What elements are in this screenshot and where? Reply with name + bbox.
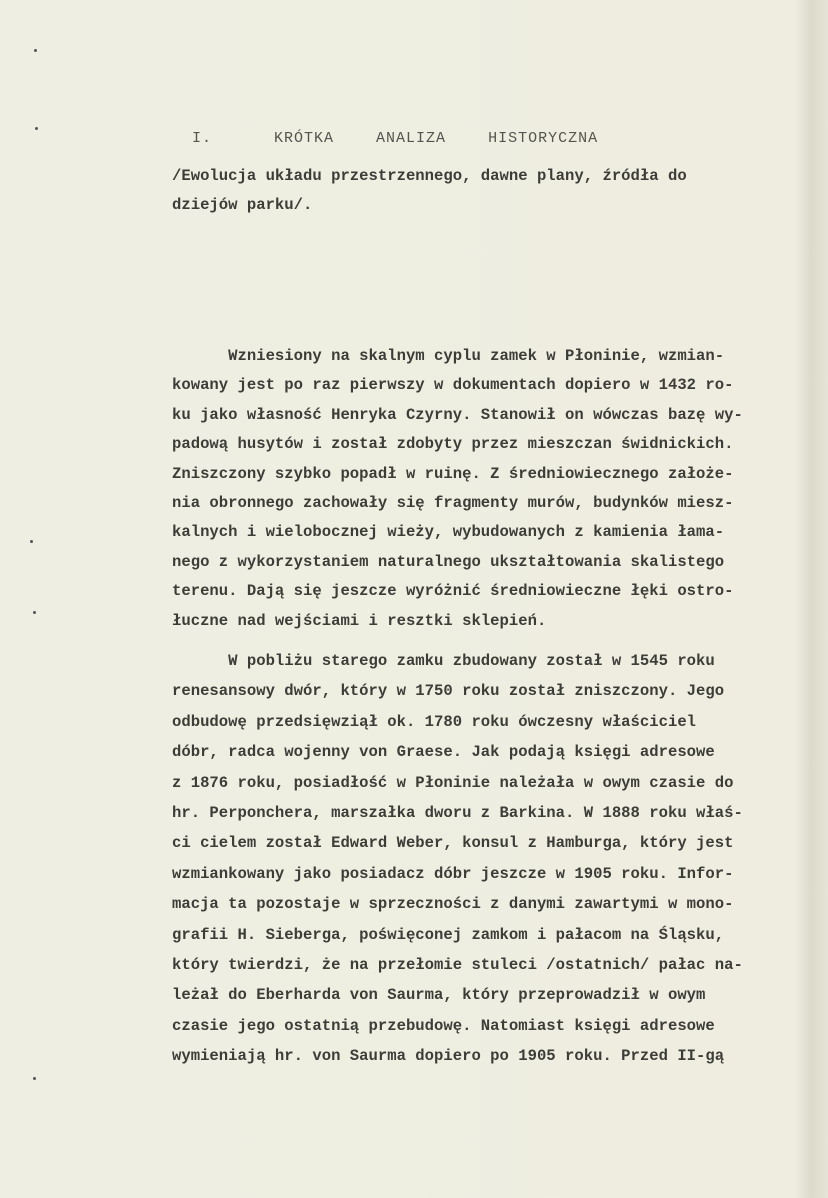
text-line: /Ewolucja układu przestrzennego, dawne plany, źródła do <box>172 167 687 185</box>
text-line: wzmiankowany jako posiadacz dóbr jeszcze w 1905 roku. Infor- <box>172 864 734 883</box>
paragraph-2 <box>172 646 743 1071</box>
heading-word: ANALIZA <box>376 130 447 147</box>
text-line: ci cielem został Edward Weber, konsul z Hamburga, który jest <box>172 834 734 853</box>
text-line: łuczne nad wejściami i resztki sklepień. <box>172 611 547 630</box>
text-line: nego z wykorzystaniem naturalnego ukształtowania skalistego <box>172 552 725 571</box>
text-line: który twierdzi, że na przełomie stuleci /ostatnich/ pałac na- <box>172 955 743 974</box>
text-line: padową husytów i został zdobyty przez mieszczan świdnickich. <box>172 435 734 454</box>
text-line: W pobliżu starego zamku zbudowany został w 1545 roku <box>172 652 715 670</box>
margin-mark <box>34 49 37 52</box>
margin-mark <box>35 127 38 130</box>
text-line: Wzniesiony na skalnym cyplu zamek w Płoninie, wzmian- <box>172 347 725 365</box>
text-line: czasie jego ostatnią przebudowę. Natomiast księgi adresowe <box>172 1016 715 1035</box>
text-line: leżał do Eberharda von Saurma, który przeprowadził w owym <box>172 986 706 1005</box>
text-line: Zniszczony szybko popadł w ruinę. Z średniowiecznego założe- <box>172 464 734 483</box>
margin-mark <box>33 611 36 614</box>
text-line: macja ta pozostaje w sprzeczności z danymi zawartymi w mono- <box>172 895 734 914</box>
subtitle <box>172 162 687 221</box>
margin-mark <box>33 1077 36 1080</box>
text-line: terenu. Dają się jeszcze wyróżnić średniowieczne łęki ostro- <box>172 582 734 601</box>
text-line: wymieniają hr. von Saurma dopiero po 1905 roku. Przed II-gą <box>172 1047 725 1066</box>
text-line: dóbr, radca wojenny von Graese. Jak podają księgi adresowe <box>172 743 715 762</box>
text-line: dziejów parku/. <box>172 196 313 215</box>
text-line: nia obronnego zachowały się fragmenty murów, budynków miesz- <box>172 493 734 512</box>
text-line: kalnych i wielobocznej wieży, wybudowanych z kamienia łama- <box>172 523 725 542</box>
paragraph-1 <box>172 342 743 636</box>
text-line: ku jako własność Henryka Czyrny. Stanowił on wówczas bazę wy- <box>172 405 743 424</box>
text-line: grafii H. Sieberga, poświęconej zamkom i pałacom na Śląsku, <box>172 925 725 944</box>
section-number: I. <box>192 130 213 147</box>
text-line: z 1876 roku, posiadłość w Płoninie należała w owym czasie do <box>172 773 734 792</box>
heading-word: KRÓTKA <box>274 130 335 147</box>
text-line: hr. Perponchera, marszałka dworu z Barkina. W 1888 roku właś- <box>172 803 743 822</box>
text-line: kowany jest po raz pierwszy w dokumentach dopiero w 1432 ro- <box>172 376 734 395</box>
text-line: odbudowę przedsięwziął ok. 1780 roku ówczesny właściciel <box>172 712 697 731</box>
text-line: renesansowy dwór, który w 1750 roku został zniszczony. Jego <box>172 682 725 701</box>
heading-word: HISTORYCZNA <box>488 130 599 147</box>
section-heading <box>172 113 640 147</box>
margin-mark <box>30 540 33 543</box>
